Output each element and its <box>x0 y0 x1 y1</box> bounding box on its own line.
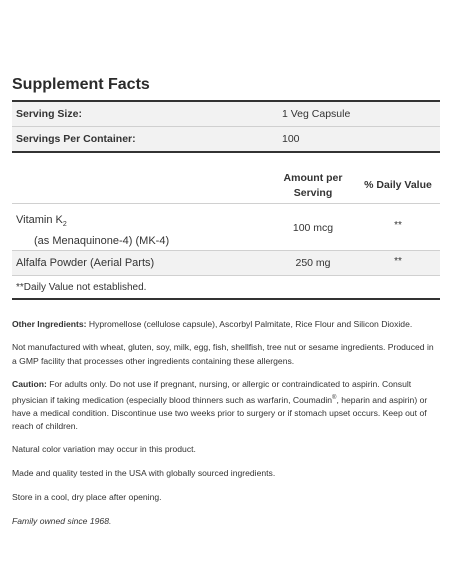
serving-size-value: 1 Veg Capsule <box>282 108 351 120</box>
nutrient-dv: ** <box>394 256 402 267</box>
nutrient-subscript: 2 <box>62 221 67 229</box>
amount-per-serving-header <box>270 171 356 201</box>
nutrient-detail: (as Menaquinone-4) (MK-4) <box>34 235 170 248</box>
nutrient-name: Alfalfa Powder (Aerial Parts) <box>16 257 155 269</box>
serving-size-row <box>12 102 440 126</box>
color-variation-note: Natural color variation may occur in this product. <box>12 444 196 454</box>
other-ingredients <box>12 318 440 332</box>
column-header-row <box>12 153 440 203</box>
servings-per-container-row <box>12 127 440 151</box>
servings-per-container-value: 100 <box>282 133 300 145</box>
caution-statement <box>12 378 440 434</box>
daily-value-header: % Daily Value <box>364 179 432 191</box>
nutrient-amount: 100 mcg <box>292 222 334 234</box>
caution-label: Caution: <box>12 379 47 389</box>
allergen-statement: Not manufactured with wheat, gluten, soy, milk, egg, fish, shellfish, tree nut or sesame ingredients. Produced in a GMP facility that processes other ingredients containing these allergens. <box>12 342 434 366</box>
nutrient-row <box>12 251 440 275</box>
family-owned-note: Family owned since 1968. <box>12 516 112 526</box>
nutrient-amount: 250 mg <box>295 257 331 269</box>
serving-size-label: Serving Size: <box>16 108 82 120</box>
amount-header-line1: Amount per <box>283 172 343 184</box>
other-ingredients-text: Hypromellose (cellulose capsule), Ascorbyl Palmitate, Rice Flour and Silicon Dioxide. <box>86 319 413 329</box>
panel-bottom-rule <box>12 298 440 300</box>
nutrient-name <box>16 212 169 249</box>
other-ingredients-label: Other Ingredients: <box>12 319 87 329</box>
registered-mark: ® <box>332 394 337 401</box>
caution-text-after: , heparin and aspirin) or have a medical condition. Discontinue use two weeks prior to surgery or if stomach upset occurs. Keep out of reach of children. <box>12 394 428 432</box>
nutrient-dv: ** <box>394 220 402 231</box>
servings-per-container-label: Servings Per Container: <box>16 133 136 145</box>
nutrient-name-text: Vitamin K <box>16 214 63 226</box>
caution-text-before: For adults only. Do not use if pregnant, nursing, or allergic or contraindicated to aspirin. Consult physician if taking medication (especially blood thinners such as warfarin, Coumadin <box>12 379 412 405</box>
storage-note: Store in a cool, dry place after opening. <box>12 492 162 502</box>
daily-value-footnote: **Daily Value not established. <box>16 282 147 293</box>
amount-header-line2: Serving <box>293 187 333 199</box>
footnote-row <box>12 276 440 298</box>
made-in-usa-note: Made and quality tested in the USA with globally sourced ingredients. <box>12 468 276 478</box>
panel-title: Supplement Facts <box>12 76 150 93</box>
nutrient-row <box>12 204 440 250</box>
